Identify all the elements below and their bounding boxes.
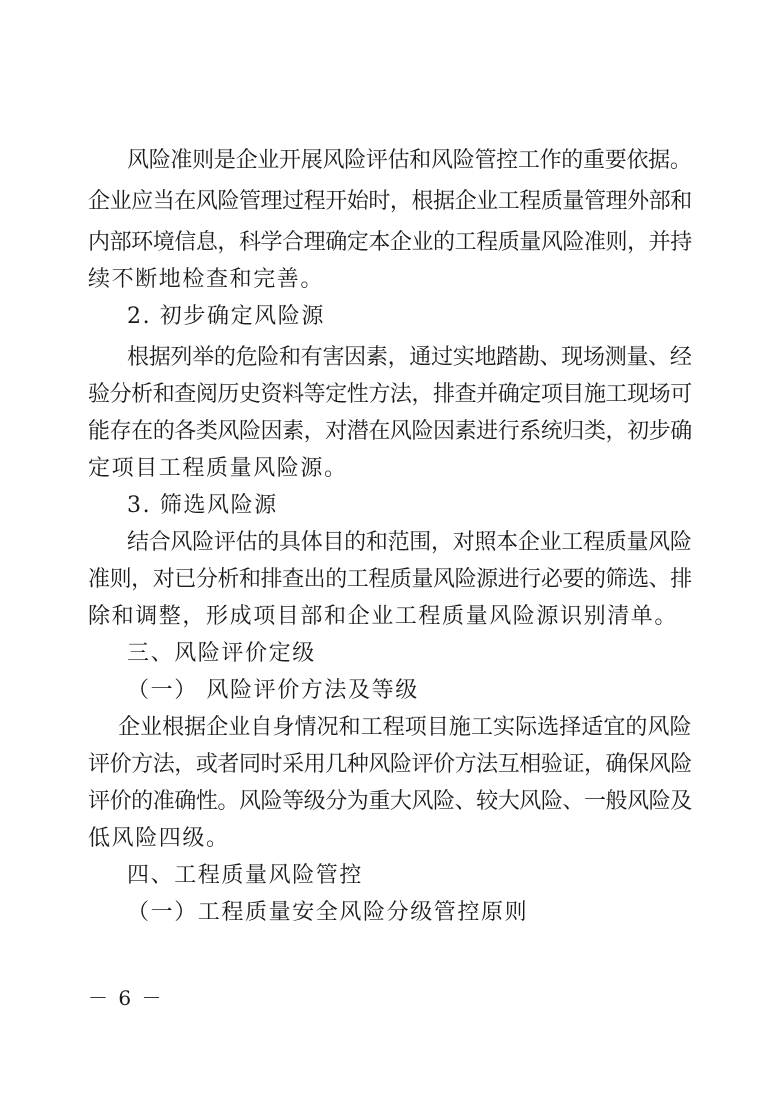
paragraph-line: 企业根据企业自身情况和工程项目施工实际选择适宜的风险 bbox=[118, 715, 692, 740]
section-heading: 四、工程质量风险管控 bbox=[127, 863, 364, 888]
section-heading: 3. 筛选风险源 bbox=[127, 493, 278, 518]
paragraph-line: 评价方法，或者同时采用几种风险评价方法互相验证，确保风险 bbox=[88, 752, 692, 777]
section-heading: （一） 风险评价方法及等级 bbox=[127, 678, 419, 703]
paragraph-line: 能存在的各类风险因素，对潜在风险因素进行系统归类，初步确 bbox=[88, 419, 692, 444]
paragraph-line: 续不断地检查和完善。 bbox=[88, 267, 325, 292]
paragraph-line: 根据列举的危险和有害因素，通过实地踏勘、现场测量、经 bbox=[127, 345, 692, 370]
paragraph-line: 评价的准确性。风险等级分为重大风险、较大风险、一般风险及 bbox=[88, 789, 692, 814]
paragraph-line: 风险准则是企业开展风险评估和风险管控工作的重要依据。 bbox=[127, 148, 692, 173]
section-heading: 2. 初步确定风险源 bbox=[127, 304, 325, 329]
paragraph-line: 结合风险评估的具体目的和范围，对照本企业工程质量风险 bbox=[127, 530, 692, 555]
paragraph-line: 内部环境信息，科学合理确定本企业的工程质量风险准则，并持 bbox=[88, 230, 692, 255]
paragraph-line: 定项目工程质量风险源。 bbox=[88, 456, 348, 481]
page-number: － 6 － bbox=[88, 986, 164, 1010]
paragraph-line: 企业应当在风险管理过程开始时，根据企业工程质量管理外部和 bbox=[88, 189, 692, 214]
paragraph-line: 验分析和查阅历史资料等定性方法，排查并确定项目施工现场可 bbox=[88, 382, 692, 407]
paragraph-line: 准则，对已分析和排查出的工程质量风险源进行必要的筛选、排 bbox=[88, 567, 692, 592]
paragraph-line: 除和调整，形成项目部和企业工程质量风险源识别清单。 bbox=[88, 604, 679, 629]
section-heading: 三、风险评价定级 bbox=[127, 641, 316, 666]
section-heading: （一）工程质量安全风险分级管控原则 bbox=[127, 900, 529, 925]
paragraph-line: 低风险四级。 bbox=[88, 826, 230, 851]
